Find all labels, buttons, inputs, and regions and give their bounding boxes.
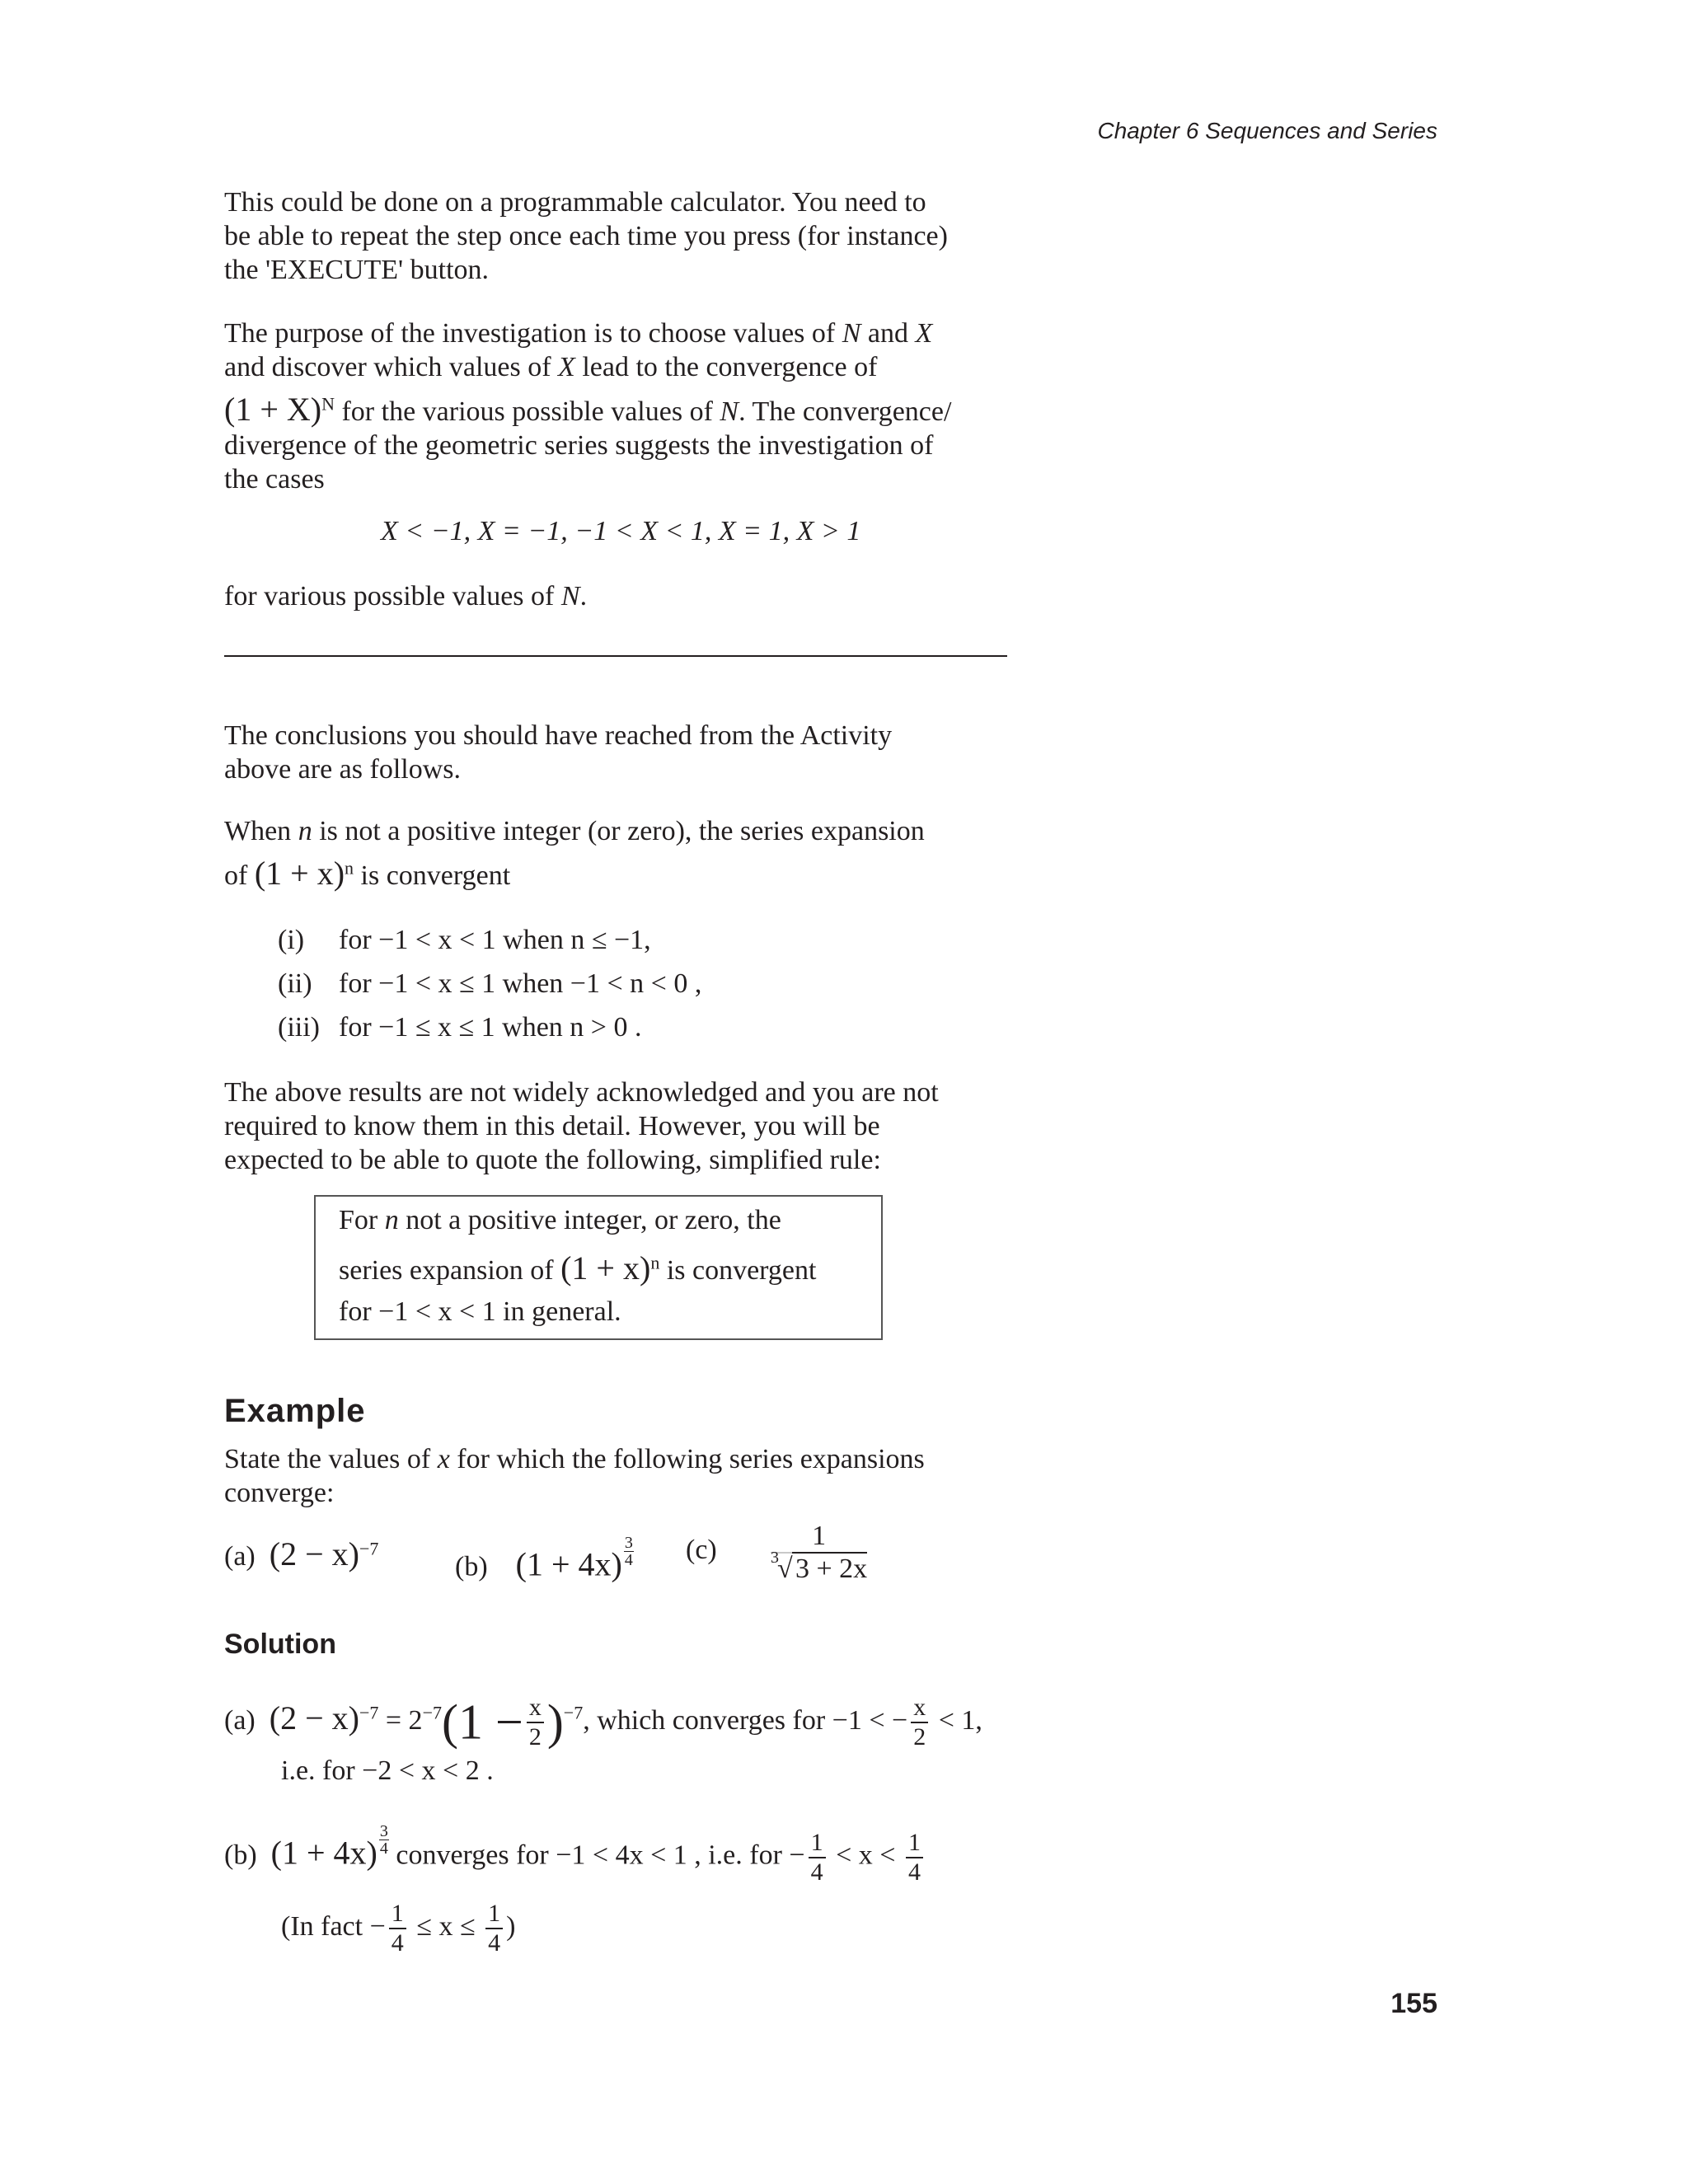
solution-part-b-note: (In fact − $\frac{1}{4}$ ≤ x ≤ $\frac{1}{4}$ ) (281, 1900, 516, 1957)
condition-item: (i) for −1 < x < 1 when n ≤ −1, (278, 925, 651, 955)
conclusions-paragraph-2 (224, 814, 1015, 893)
text-line: the 'EXECUTE' button. (224, 255, 490, 285)
intro-paragraph-3: for various possible values of N. (224, 581, 588, 612)
example-part-c-fraction: 1 3 √ 3 + 2x (771, 1521, 868, 1584)
example-part-a: (a) $(2 - x)^{-7}$ (224, 1535, 379, 1572)
fraction-exponent: $\frac{3}{4}$ (624, 1534, 633, 1569)
fraction: $\frac{x}{2}$ (527, 1694, 544, 1751)
text-line: above are as follows. (224, 754, 462, 785)
formula: (1 + x) (560, 1249, 651, 1286)
fraction: $\frac{1}{4}$ (809, 1829, 826, 1886)
text-line: and discover which values of X lead to the convergence of (224, 352, 878, 382)
intro-paragraph-2 (224, 316, 1015, 496)
fraction: $\frac{x}{2}$ (911, 1694, 928, 1751)
condition-item: (iii) for −1 ≤ x ≤ 1 when n > 0 . (278, 1012, 642, 1043)
fraction: $\frac{1}{4}$ (485, 1900, 503, 1957)
conclusions-paragraph-3 (224, 1076, 1015, 1177)
intro-paragraph-1 (224, 185, 1015, 287)
rule-box-line: for −1 < x < 1 in general. (339, 1296, 621, 1327)
text-line: of $(1 + x)^n$ is convergent (224, 855, 511, 892)
solution-part-a-result: i.e. for −2 < x < 2 . (281, 1755, 494, 1786)
text-line: The above results are not widely acknowledged and you are not (224, 1077, 939, 1108)
fraction-exponent: $\frac{3}{4}$ (379, 1822, 388, 1858)
text-line: The conclusions you should have reached from the Activity (224, 720, 893, 751)
chapter-header: Chapter 6 Sequences and Series (1097, 118, 1437, 143)
text-line: expected to be able to quote the following, simplified rule: (224, 1145, 881, 1175)
text-line: State the values of x for which the following series expansions (224, 1444, 925, 1474)
rule-box-line: series expansion of $(1 + x)^n$ is convergent (339, 1249, 817, 1286)
text-line: The purpose of the investigation is to choose values of N and X (224, 318, 933, 349)
solution-heading: Solution (224, 1629, 336, 1660)
fraction: $\frac{1}{4}$ (906, 1829, 923, 1886)
text-line: When n is not a positive integer (or zero), the series expansion (224, 816, 925, 846)
text-line: This could be done on a programmable calculator. You need to (224, 187, 926, 218)
example-part-c: (c) (686, 1535, 717, 1565)
cube-root: 3 √ 3 + 2x (771, 1549, 868, 1584)
section-divider (224, 655, 1007, 657)
fraction: $\frac{1}{4}$ (389, 1900, 406, 1957)
example-statement (224, 1442, 1015, 1510)
example-heading: Example (224, 1393, 366, 1429)
cases-formula: X < −1, X = −1, −1 < X < 1, X = 1, X > 1 (381, 516, 861, 546)
conclusions-paragraph-1 (224, 719, 1015, 786)
page-number: 155 (1390, 1988, 1437, 2019)
text-line: converge: (224, 1478, 335, 1508)
formula: (1 + X) (224, 391, 322, 428)
solution-part-a: (a) $(2 - x)^{-7} = 2^{-7}(1$ − $\frac{x}{2}$ )$^{-7}$, which converges for −1 < − $\frac{x}{2}$ < 1, (224, 1694, 982, 1750)
text-line: required to know them in this detail. However, you will be (224, 1111, 880, 1141)
condition-item: (ii) for −1 < x ≤ 1 when −1 < n < 0 , (278, 968, 702, 999)
solution-part-b: (b) (1 + 4x) $\frac{3}{4}$ converges for −1 < 4x < 1 , i.e. for − $\frac{1}{4}$ < x < $\frac{1}{4}$ (224, 1823, 926, 1886)
text-line: $(1 + X)^N$ for the various possible values of N. The convergence/ (224, 391, 952, 428)
text-line: be able to repeat the step once each time you press (for instance) (224, 221, 948, 251)
text-line: divergence of the geometric series suggests the investigation of (224, 430, 934, 461)
rule-box-line: For n not a positive integer, or zero, the (339, 1205, 781, 1235)
example-part-b: (b) (1 + 4x) $\frac{3}{4}$ (455, 1534, 633, 1583)
formula: (1 + x) (254, 855, 345, 892)
text-line: the cases (224, 464, 325, 494)
radical-icon: √ (777, 1554, 793, 1584)
